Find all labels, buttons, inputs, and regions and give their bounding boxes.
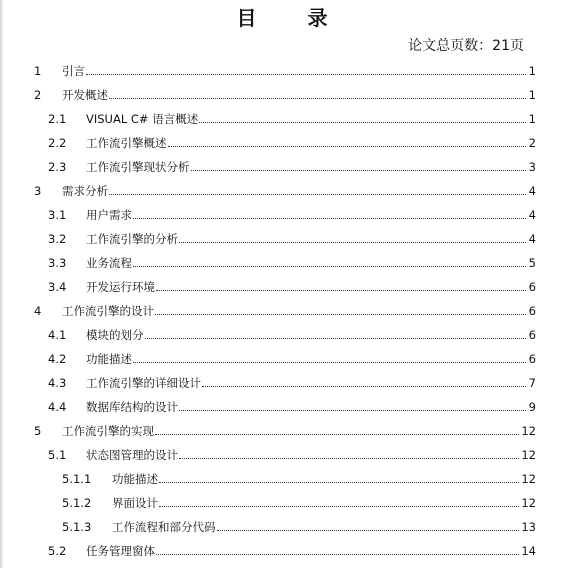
dot-leader	[168, 146, 527, 147]
toc-entry-label: 工作流程和部分代码	[112, 520, 216, 534]
toc-section-number: 4.3	[48, 376, 67, 390]
dot-leader	[86, 74, 526, 75]
toc-section-number: 3.2	[48, 232, 67, 246]
toc-entry-label: 开发概述	[62, 88, 108, 102]
dot-leader	[133, 362, 526, 363]
dot-leader	[159, 482, 519, 483]
toc-entry-label: 工作流引擎的详细设计	[86, 376, 201, 390]
dot-leader	[133, 266, 526, 267]
toc-row[interactable]	[0, 492, 564, 512]
toc-section-number: 3.4	[48, 280, 67, 294]
toc-title: 目 录	[236, 6, 350, 30]
toc-page-number: 3	[528, 160, 536, 174]
toc-section-number: 3.3	[48, 256, 67, 270]
toc-page-number: 5	[528, 256, 536, 270]
toc-page-number: 14	[521, 544, 536, 558]
toc-row[interactable]	[0, 540, 564, 560]
toc-entry-label: 业务流程	[86, 256, 132, 270]
toc-entry	[112, 472, 536, 486]
toc-row[interactable]	[0, 108, 564, 128]
toc-page-number: 6	[528, 352, 536, 366]
dot-leader	[156, 554, 519, 555]
toc-entry-label: 开发运行环境	[86, 280, 155, 294]
dot-leader	[191, 170, 527, 171]
toc-row[interactable]	[0, 60, 564, 80]
dot-leader	[145, 338, 527, 339]
toc-page-number: 6	[528, 328, 536, 342]
toc-section-number: 2.1	[48, 112, 67, 126]
dot-leader	[109, 194, 526, 195]
toc-entry	[86, 352, 536, 366]
toc-section-number: 5	[34, 424, 42, 438]
toc-entry-label: 工作流引擎的设计	[62, 304, 154, 318]
toc-section-number: 4.1	[48, 328, 67, 342]
dot-leader	[109, 98, 526, 99]
dot-leader	[179, 242, 526, 243]
toc-row[interactable]	[0, 276, 564, 296]
toc-entry	[86, 376, 536, 390]
toc-section-number: 4.4	[48, 400, 67, 414]
toc-page-number: 1	[528, 112, 536, 126]
toc-row[interactable]	[0, 372, 564, 392]
toc-entry-label: 需求分析	[62, 184, 108, 198]
dot-leader	[133, 218, 526, 219]
dot-leader	[159, 506, 519, 507]
dot-leader	[179, 410, 526, 411]
toc-row[interactable]	[0, 252, 564, 272]
toc-entry-label: 工作流引擎概述	[86, 136, 167, 150]
toc-row[interactable]	[0, 348, 564, 368]
toc-entry	[86, 280, 536, 294]
toc-entry	[86, 328, 536, 342]
toc-row[interactable]	[0, 156, 564, 176]
toc-page-number: 6	[528, 280, 536, 294]
toc-entry-label: 用户需求	[86, 208, 132, 222]
toc-entry-label: 工作流引擎的分析	[86, 232, 178, 246]
toc-entry	[86, 208, 536, 222]
toc-entry	[86, 448, 536, 462]
dot-leader	[155, 434, 519, 435]
toc-entry-label: 功能描述	[86, 352, 132, 366]
toc-entry-label: VISUAL C# 语言概述	[86, 112, 199, 126]
dot-leader	[179, 458, 519, 459]
toc-section-number: 5.1	[48, 448, 67, 462]
toc-section-number: 5.1.2	[62, 496, 92, 510]
toc-page-number: 9	[528, 400, 536, 414]
dot-leader	[155, 314, 526, 315]
dot-leader	[202, 386, 526, 387]
toc-entry	[62, 64, 536, 78]
toc-entry	[112, 520, 536, 534]
toc-entry	[62, 88, 536, 102]
toc-section-number: 2	[34, 88, 42, 102]
toc-row[interactable]	[0, 516, 564, 536]
toc-section-number: 4.2	[48, 352, 67, 366]
toc-page-number: 4	[528, 208, 536, 222]
toc-entry	[86, 544, 536, 558]
toc-entry	[62, 304, 536, 318]
toc-entry	[86, 112, 536, 126]
toc-entry-label: 模块的划分	[86, 328, 144, 342]
toc-page-number: 12	[521, 496, 536, 510]
toc-section-number: 4	[34, 304, 42, 318]
toc-page-number: 4	[528, 184, 536, 198]
toc-row[interactable]	[0, 132, 564, 152]
toc-row[interactable]	[0, 228, 564, 248]
toc-entry	[62, 424, 536, 438]
toc-entry	[86, 256, 536, 270]
toc-entry-label: 功能描述	[112, 472, 158, 486]
toc-section-number: 1	[34, 64, 42, 78]
toc-entry	[86, 400, 536, 414]
toc-row[interactable]	[0, 444, 564, 464]
toc-row[interactable]	[0, 468, 564, 488]
toc-entry-label: 任务管理窗体	[86, 544, 155, 558]
toc-entry	[112, 496, 536, 510]
toc-section-number: 5.2	[48, 544, 67, 558]
toc-row[interactable]	[0, 300, 564, 320]
toc-row[interactable]	[0, 84, 564, 104]
toc-row[interactable]	[0, 324, 564, 344]
toc-page-number: 12	[521, 424, 536, 438]
toc-page-number: 13	[521, 520, 536, 534]
toc-page-number: 12	[521, 448, 536, 462]
toc-page-number: 1	[528, 88, 536, 102]
toc-page-number: 4	[528, 232, 536, 246]
toc-row[interactable]	[0, 180, 564, 200]
toc-section-number: 5.1.1	[62, 472, 92, 486]
toc-row[interactable]	[0, 420, 564, 440]
toc-row[interactable]	[0, 204, 564, 224]
toc-page-number: 2	[528, 136, 536, 150]
toc-page-number: 7	[528, 376, 536, 390]
toc-entry	[62, 184, 536, 198]
toc-entry-label: 工作流引擎现状分析	[86, 160, 190, 174]
toc-entry	[86, 232, 536, 246]
toc-page-number: 1	[528, 64, 536, 78]
dot-leader	[199, 122, 526, 123]
toc-page-number: 6	[528, 304, 536, 318]
toc-section-number: 3	[34, 184, 42, 198]
toc-row[interactable]	[0, 396, 564, 416]
toc-section-number: 5.1.3	[62, 520, 92, 534]
toc-entry	[86, 160, 536, 174]
toc-entry-label: 数据库结构的设计	[86, 400, 178, 414]
total-pages-label: 论文总页数：21页	[408, 38, 524, 54]
toc-section-number: 3.1	[48, 208, 67, 222]
dot-leader	[217, 530, 520, 531]
toc-entry-label: 工作流引擎的实现	[62, 424, 154, 438]
toc-page-number: 12	[521, 472, 536, 486]
toc-entry	[86, 136, 536, 150]
toc-entry-label: 状态图管理的设计	[86, 448, 178, 462]
dot-leader	[156, 290, 526, 291]
toc-entry-label: 引言	[62, 64, 85, 78]
toc-entry-label: 界面设计	[112, 496, 158, 510]
toc-section-number: 2.3	[48, 160, 67, 174]
toc-section-number: 2.2	[48, 136, 67, 150]
